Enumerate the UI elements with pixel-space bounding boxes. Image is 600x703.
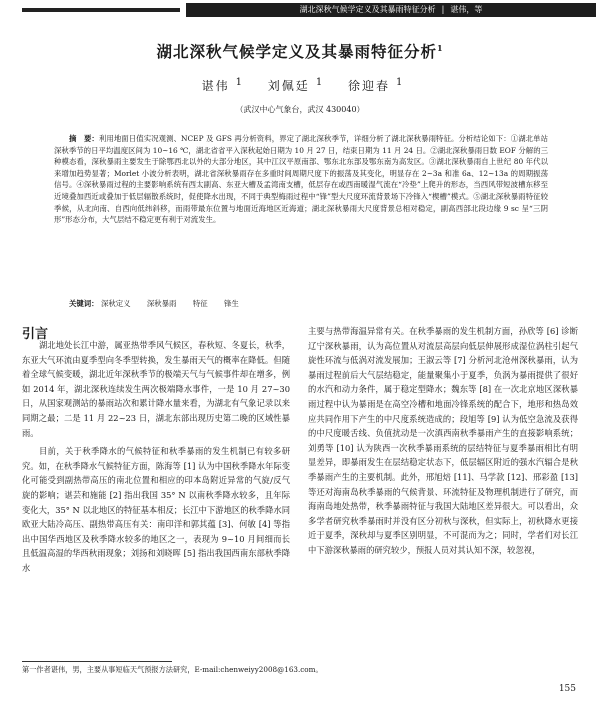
body-column-left	[22, 338, 290, 576]
paragraph: 目前，关于秋季降水的气候特征和秋季暴雨的发生机制已有较多研究。如，在秋季降水气候特征方面，陈海等 [1] 认为中国秋季降水年际变化可能受到副热带高压的南北位置和相应的印本岛附近异常的气旋/反气旋的影响；谌芸和施能 [2] 指出我国 35° N 以南秋季降水较多，且年际变化大，35° N 以北地区的特征基本相反；长江中下游地区的秋季降水同欧亚大陆冷高压、副热带高压有关：南印洋和郭其蕴 [3]、何敏 [4] 等指出中国华西地区及秋季降水较多的地区之一，表现为 9~10 月间细而长且低温高湿的华西秋雨现象；刘扬和刘晓晖 [5] 指出我国西南东部秋季降水	[22, 446, 290, 573]
keywords-label: 关键词：	[69, 299, 99, 308]
title-footnote-mark: 1	[436, 42, 444, 53]
running-header-authors: 谌伟，等	[450, 5, 483, 14]
keyword: 深秋暴雨	[146, 299, 177, 308]
author-1: 谌伟 $^1$	[201, 77, 244, 93]
author-2: 刘佩廷 $^1$	[267, 77, 325, 93]
keyword: 特征	[192, 299, 208, 308]
paper-title: 湖北深秋气候学定义及其暴雨特征分析$^1$	[156, 42, 444, 61]
running-header-title: 湖北深秋气候学定义及其暴雨特征分析	[299, 5, 436, 14]
header-rule-left	[22, 6, 180, 15]
keyword: 锋生	[223, 299, 239, 308]
abstract-label: 摘 要：	[69, 134, 99, 143]
body-column-right	[308, 324, 578, 558]
paragraph: 湖北地处长江中游，属亚热带季风气候区，春秋短、冬夏长，秋季，东亚大气环流由夏季型向冬季型转换，发生暴雨天气的概率在降低。但随着全球气候变暖，湖北近年深秋季节的极端天气与气候事件却在增多，例如 2014 年，湖北深秋连续发生两次极端降水事件，一是 10 月 27~30 日，从国家观测站的暴雨站次和累计降水量来看，为湖北有气象记录以来同期之最；二是 11 月 22~23 日，湖北东部出现历史第二晚的区域性暴雨。	[22, 340, 290, 438]
section-heading-intro: 引言	[22, 327, 49, 342]
author-3: 徐迎春 $^1$	[348, 77, 405, 93]
author-footnote: 第一作者谌伟，男，主要从事短临天气预报方法研究，E-mail:chenweiyy2008@163.com。	[22, 665, 323, 674]
keyword: 深秋定义	[100, 299, 131, 308]
affiliation: （武汉中心气象台，武汉 430040）	[235, 105, 365, 114]
abstract-text: 利用地面日值实况观测、NCEP 及 GFS 再分析资料，界定了湖北深秋季节，详细分析了湖北深秋暴雨特征。分析结论如下：①湖北单站深秋季节的日平均温度区间为 10~16 ℃，湖北省省平入深秋起始日期为 10 月 27 日，结束日期为 11 月 24 日。②湖北深秋暴雨日数 EOF 分解的三种模态看，深秋暴雨主要发生于除鄂西北以外的大部分地区，其中江汉平原南部、鄂东北东部及鄂东南为高发区。③湖北深秋暴雨自上世纪 80 年代以来增加趋势显著；Morlet 小波分析表明，湖北省深秋暴雨存在多重时间周期尺度下的振荡及其变化，明显存在 2~3a 和准 6a、12~13a 的周期振荡信号。④深秋暴雨过程的主要影响系统有西太副高、东亚大槽及孟湾南支槽，低层存在或西南暖湿气流在“冷垫”上爬升的形态，当西风带短波槽东移至近境叠加西近或叠加于低层辐散系统时，促使降水出现，不同于典型梅雨过程中“锋”型大尺度环流背景场下冷锋入“楔槽”模式。⑤湖北深秋暴雨特征较季候，从北向南、自西向低纬斜移，而雨带最东位置与地面近海地区近海道；湖北深秋暴雨大尺度背景总相对稳定，副高西部北段边缘 9 sc 呈“三阴形”形态分布，大气层结不稳定更有利于对流发生。	[54, 134, 548, 225]
author-list	[0, 77, 600, 94]
keywords	[54, 298, 548, 310]
paragraph: 主要与热带海温异常有关。在秋季暴雨的发生机制方面，孙欣等 [6] 诊断辽宁深秋暴雨，认为高位置从对流层高层向低层伸展形成湿位涡柱引起气旋性环流与低涡对流发展加；王淑云等 [7] 分析河北沧州深秋暴雨，认为暴雨过程前后大气层结稳定，能量聚集小于夏季，负涡为暴雨提供了很好的水汽和动力条件，属于稳定型降水；魏东等 [8] 在一次北京地区深秋暴雨过程中认为暴雨是在高空冷槽和地面冷锋系统的配合下，地形和热岛效应共同作用下产生的中尺度系统造成的；段旭等 [9] 认为低空急流及获得的中尺度暖舌线、负值扰动是一次滇西南秋季暴雨产生的直接影响系统；刘勇等 [10] 认为陕西一次秋季暴雨系统的层结特征与夏季暴雨相比有明显差异，即暴雨发生在层结稳定状态下，低层辐区附近的强水汽辐合是秋季暴雨产生的主要机制。此外，邢旭焙 [11]、马学款 [12]、邢彩盈 [13] 等还对海南岛秋季暴雨的气候背景、环流特征及物理机制进行了研究，而海南岛地处热带，秋季暴雨特征与我国大陆地区差异很大。可以看出，众多学者研究秋季暴雨时并没有区分初秋与深秋，但实际上，初秋降水更接近于夏季，深秋却与夏季区别明显，不可混而为之；同时，学者们对长江中下游深秋暴雨的研究较少，预报人员对其认知不深，较忽视，	[308, 326, 578, 555]
running-header: 湖北深秋气候学定义及其暴雨特征分析 | 谌伟，等	[186, 3, 596, 17]
abstract	[54, 133, 548, 226]
footnote-divider	[22, 661, 172, 662]
page-number: 155	[558, 684, 576, 694]
